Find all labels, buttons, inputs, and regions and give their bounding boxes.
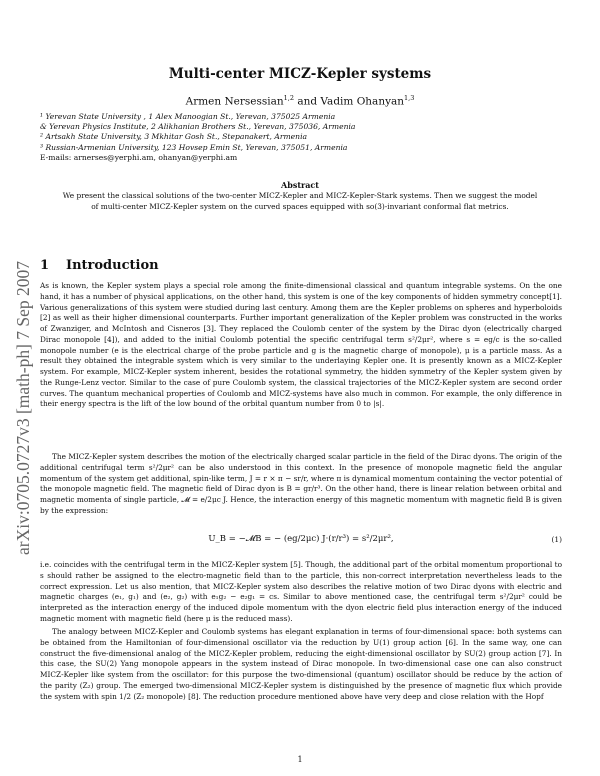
- paragraph-text: i.e. coincides with the centrifugal term in the MICZ-Kepler system [5]. Though, the additional part of the orbital momentum proportional to s should rather be assigned to the electro-magnetic field than to the particle, this non-correct interpretation nevertheless leads to the correct expression. Let us also mention, that MICZ-Kepler system also describes the relative motion of two Dirac dyons with electric and magnetic charges (e₁, g₁) and (e₂, g₂) with e₁g₂ − e₂g₁ = cs. Similar to above mentioned case, the centrifugal term s²/2μr² could be interpreted as the interaction energy of the induced dipole momentum with the dyon electric field plus interaction energy of the induced magnetic moment with magnetic field (here μ is the reduced mass).: [40, 560, 562, 623]
- emails: E-mails: arnerses@yerphi.am, ohanyan@yerphi.am: [40, 152, 238, 162]
- equation-number: (1): [551, 535, 562, 544]
- arxiv-stamp: [3, 200, 39, 560]
- abstract-text: We present the classical solutions of the two-center MICZ-Kepler and MICZ-Kepler-Stark systems. Then we suggest the model of multi-center MICZ-Kepler system on the curved spaces equipped with so(3)-invariant conformal flat metrics.: [62, 191, 538, 211]
- affiliation-line: ² Artsakh State University, 3 Mkhitar Gosh St., Stepanakert, Armenia: [40, 132, 308, 142]
- authors: [0, 94, 600, 108]
- author-2-affil: 1,3: [404, 94, 415, 102]
- page-number: 1: [297, 755, 303, 764]
- paragraph: [40, 627, 562, 702]
- author-1: Armen Nersessian: [185, 95, 284, 108]
- paragraph: [40, 452, 562, 517]
- paragraph-text: As is known, the Kepler system plays a special role among the finite-dimensional classical and quantum integrable systems. On the one hand, it has a number of physical applications, on the other hand, this system is one of the key components of hidden symmetry concept[1]. Various generalizations of this system were studied during last century. Among them are the Kepler problems on spheres and hyperboloids [2] as well as their higher dimensional counterparts. Further important generalization of the Kepler problem was constructed in the works of Zwanziger, and McIntosh and Cisneros [3]. They replaced the Coulomb center of the system by the Dirac dyon (electrically charged Dirac monopole [4]), and added to the initial Coulomb potential the specific centrifugal term s²/2μr², where s = eg/c is the so-called monopole number (e is the electrical charge of the probe particle and g is the magnetic charge of monopole), μ is a particle mass. As a result they obtained the integrable system which is very similar to the underlaying Kepler one. It is presently known as a MICZ-Kepler system. For example, MICZ-Kepler system inherent, besides the rotational symmetry, the hidden symmetry of the Kepler system given by the Runge-Lenz vector. Similar to the case of pure Coulomb system, the classical trajectories of the MICZ-Kepler system are second order curves. The quantum mechanical properties of Coulomb and MICZ-systems have also much in common. For example, the only difference in their energy spectra is the lift of the low bound of the orbital quantum number from 0 to |s|.: [40, 281, 562, 409]
- affiliation-line: ³ Russian-Armenian University, 123 Hovsep Emin St, Yerevan, 375051, Armenia: [40, 142, 348, 152]
- section-heading: [40, 258, 159, 273]
- equation-body: U_B = −𝓜B = − (eg/2μc) J·(r/r³) = s²/2μr²,: [208, 534, 394, 544]
- paragraph-text: The analogy between MICZ-Kepler and Coulomb systems has elegant explanation in terms of four-dimensional space: both systems can be obtained from the Hamiltonian of four-dimensional oscillator via the reduction by U(1) group action [6]. In the same way, one can construct the five-dimensional analog of the MICZ-Kepler problem, reducing the eight-dimensional oscillator by SU(2) group action [7]. In this case, the SU(2) Yang monopole appears in the system instead of Dirac monopole. In two-dimensional case one can also construct MICZ-Kepler like system from the oscillator: for this purpose the two-dimensional (quantum) oscillator should be reduce by the action of the parity (Z₂) group. The emerged two-dimensional MICZ-Kepler system is distinguished by the presence of magnetic flux which provide the system with spin 1/2 (Z₂ monopole) [8]. The reduction procedure mentioned above have very deep and close relation with the Hopf: [40, 627, 562, 701]
- paragraph: [40, 560, 562, 625]
- affiliation-line: ¹ Yerevan State University , 1 Alex Manoogian St., Yerevan, 375025 Armenia: [40, 112, 336, 121]
- equation-1: [40, 530, 562, 552]
- paragraph: [40, 281, 562, 410]
- paper-title: Multi-center MICZ-Kepler systems: [168, 66, 432, 82]
- paragraph-text: The MICZ-Kepler system describes the motion of the electrically charged scalar particle in the field of the Dirac dyons. The origin of the additional centrifugal term s²/2μr² can be also understood in this context. In the presence of monopole magnetic field the angular momentum of the system get additional, spin-like term, J = r × π − sr/r, where π is dynamical momentum containing the vector potential of the monopole magnetic field. The magnetic field of Dirac dyon is B = gr/r³. On the other hand, there is linear relation between orbital and magnetic momenta of single particle, 𝓜 = e/2μc J. Hence, the interaction energy of this magnetic momentum with magnetic field B is given by the expression:: [40, 452, 562, 515]
- arxiv-id: arXiv:0705.0727v3 [math-ph] 7 Sep 2007: [13, 260, 33, 555]
- affiliation-line: & Yerevan Physics Institute, 2 Alikhanian Brothers St., Yerevan, 375036, Armenia: [40, 122, 356, 132]
- section-title: Introduction: [66, 258, 159, 273]
- affiliations: [40, 112, 580, 163]
- section-number: 1: [40, 258, 50, 273]
- author-2: and Vadim Ohanyan: [294, 95, 405, 108]
- author-1-affil: 1,2: [283, 94, 295, 102]
- arxiv-stamp-svg: [3, 200, 39, 560]
- abstract-heading: Abstract: [281, 180, 319, 190]
